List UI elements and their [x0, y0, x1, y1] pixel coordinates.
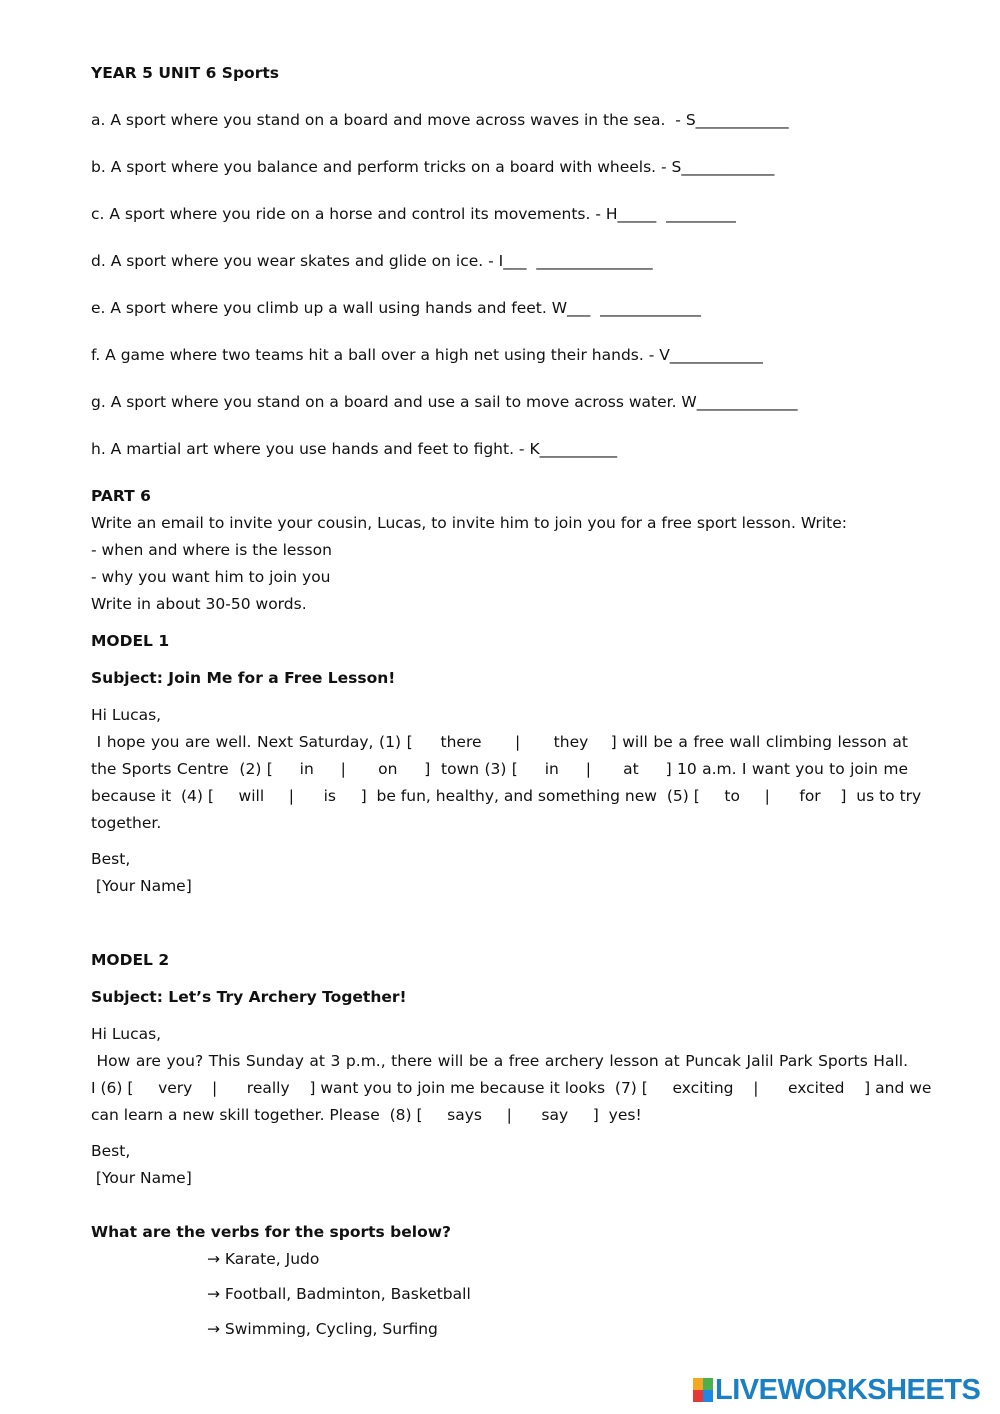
- model1-heading: MODEL 1: [91, 632, 170, 650]
- part6-word-count: Write in about 30-50 words.: [91, 595, 307, 613]
- model1-body-line-4: together.: [91, 814, 162, 832]
- liveworksheets-logo-text: LIVEWORKSHEETS: [715, 1373, 981, 1406]
- question-h: h. A martial art where you use hands and feet to fight. - K__________: [91, 440, 618, 458]
- model1-body-line-1: I hope you are well. Next Saturday, (1) [ there | they ] will be a free wall climbing lesson at: [91, 733, 908, 751]
- liveworksheets-logo: [693, 1374, 980, 1406]
- verbs-heading: What are the verbs for the sports below?: [91, 1223, 452, 1241]
- model2-signature: [Your Name]: [91, 1169, 192, 1187]
- question-e: e. A sport where you climb up a wall using hands and feet. W___ _____________: [91, 299, 701, 317]
- part6-point-when: - when and where is the lesson: [91, 541, 332, 559]
- model1-body-line-3: because it (4) [ will | is ] be fun, healthy, and something new (5) [ to | for ] us to try: [91, 787, 922, 805]
- verbs-item-2: → Football, Badminton, Basketball: [207, 1285, 471, 1303]
- model2-closing: Best,: [91, 1142, 131, 1160]
- model2-greeting: Hi Lucas,: [91, 1025, 162, 1043]
- part6-point-why: - why you want him to join you: [91, 568, 331, 586]
- question-c: c. A sport where you ride on a horse and control its movements. - H_____ _________: [91, 205, 736, 223]
- question-b: b. A sport where you balance and perform tricks on a board with wheels. - S____________: [91, 158, 775, 176]
- logo-square-3: [693, 1390, 703, 1402]
- verbs-item-3: → Swimming, Cycling, Surfing: [207, 1320, 438, 1338]
- logo-square-2: [703, 1378, 713, 1390]
- liveworksheets-logo-icon: [693, 1378, 713, 1402]
- model1-subject: Subject: Join Me for a Free Lesson!: [91, 669, 396, 687]
- verbs-item-1: → Karate, Judo: [207, 1250, 320, 1268]
- model1-closing: Best,: [91, 850, 131, 868]
- logo-square-1: [693, 1378, 703, 1390]
- question-a: a. A sport where you stand on a board and move across waves in the sea. - S____________: [91, 111, 789, 129]
- logo-square-4: [703, 1390, 713, 1402]
- question-g: g. A sport where you stand on a board and use a sail to move across water. W_____________: [91, 393, 798, 411]
- question-f: f. A game where two teams hit a ball over a high net using their hands. - V____________: [91, 346, 763, 364]
- model2-body-line-2: I (6) [ very | really ] want you to join me because it looks (7) [ exciting | excited ] and we: [91, 1079, 932, 1097]
- model2-subject: Subject: Let’s Try Archery Together!: [91, 988, 407, 1006]
- model2-heading: MODEL 2: [91, 951, 170, 969]
- worksheet-title: YEAR 5 UNIT 6 Sports: [91, 64, 279, 82]
- part6-instruction: Write an email to invite your cousin, Lucas, to invite him to join you for a free sport lesson. Write:: [91, 514, 847, 532]
- model1-signature: [Your Name]: [91, 877, 192, 895]
- question-d: d. A sport where you wear skates and glide on ice. - I___ _______________: [91, 252, 653, 270]
- part6-heading: PART 6: [91, 487, 151, 505]
- model2-body-line-1: How are you? This Sunday at 3 p.m., there will be a free archery lesson at Puncak Jalil Park Sports Hall.: [91, 1052, 908, 1070]
- model1-greeting: Hi Lucas,: [91, 706, 162, 724]
- model1-body-line-2: the Sports Centre (2) [ in | on ] town (3) [ in | at ] 10 a.m. I want you to join me: [91, 760, 908, 778]
- model2-body-line-3: can learn a new skill together. Please (8) [ says | say ] yes!: [91, 1106, 642, 1124]
